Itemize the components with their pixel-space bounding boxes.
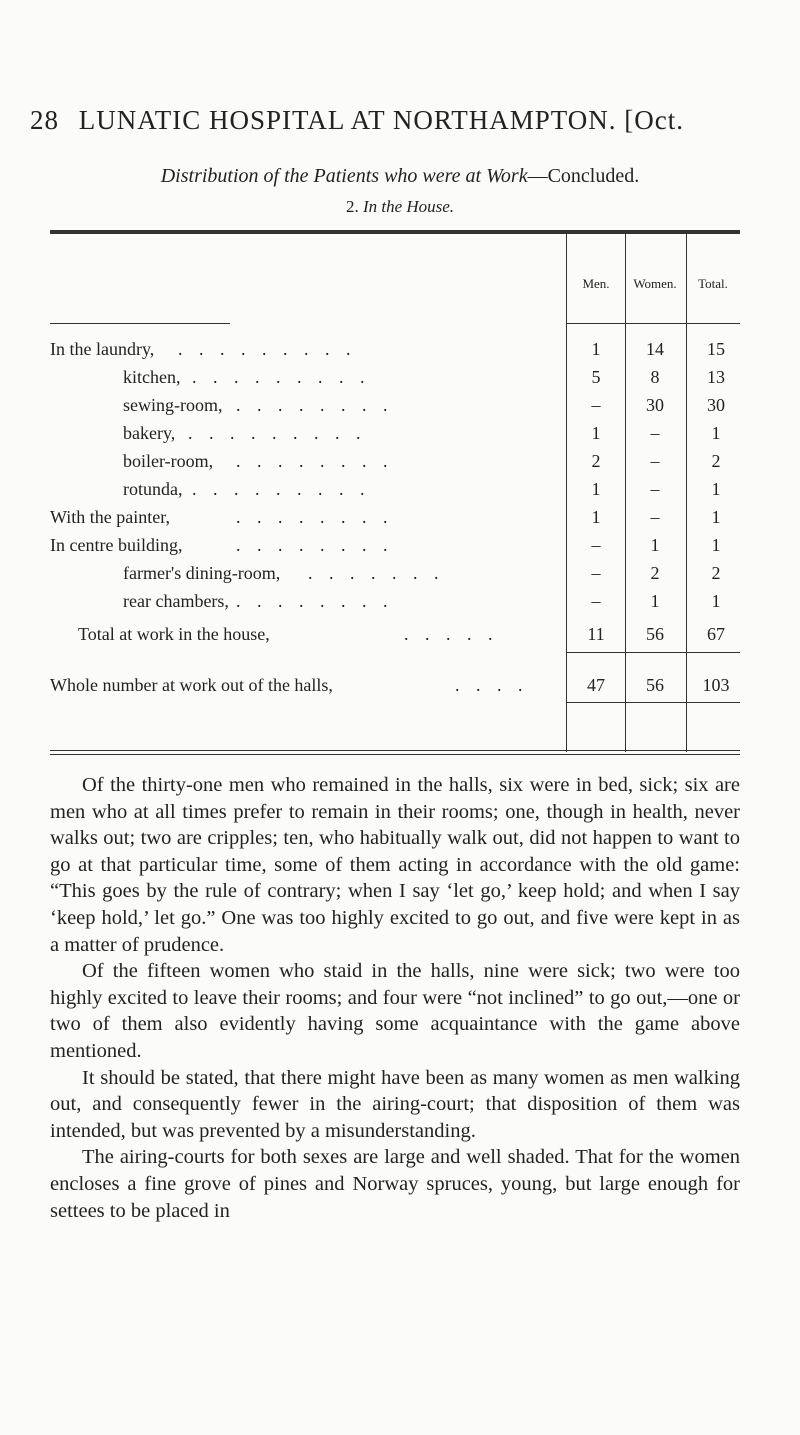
cell-men: 2: [591, 451, 601, 471]
running-month: [Oct.: [624, 105, 684, 135]
cell-women: 1: [650, 591, 660, 611]
cell-men: 11: [587, 624, 605, 644]
cell-men: –: [591, 563, 601, 583]
leader-dots: . . . . . . . .: [236, 451, 394, 471]
section-title: [0, 197, 800, 217]
header-rule-right: [566, 323, 740, 324]
whole-row-label: Whole number at work out of the halls,: [50, 675, 333, 695]
cell-total: 1: [711, 535, 721, 555]
cell-men: 1: [591, 479, 601, 499]
cell-total: 13: [707, 367, 725, 387]
table-top-rule: [50, 230, 740, 234]
cell-men: 1: [591, 507, 601, 527]
cell-men: –: [591, 591, 601, 611]
section-number: 2.: [345, 197, 359, 216]
table-row: [50, 507, 740, 535]
cell-women: –: [650, 507, 660, 527]
row-label: In the laundry,: [50, 339, 155, 359]
cell-men: 5: [591, 367, 601, 387]
leader-dots: . . . . .: [404, 624, 499, 644]
table-title: Distribution of the Patients who were at Work—Concluded.: [160, 165, 640, 187]
total-row-label: Total at work in the house,: [78, 624, 270, 644]
whole-row: [50, 675, 740, 703]
row-label: rear chambers,: [123, 591, 229, 611]
cell-total: 30: [707, 395, 725, 415]
leader-dots: . . . . . . . .: [236, 535, 394, 555]
cell-women: –: [650, 451, 660, 471]
cell-women: –: [650, 423, 660, 443]
column-header-men: Men.: [582, 276, 610, 291]
cell-total: 1: [711, 423, 721, 443]
table-row: [50, 535, 740, 563]
leader-dots: . . . . . . . . .: [188, 423, 367, 443]
cell-men: 47: [587, 675, 605, 695]
section-title-text: In the House.: [362, 197, 455, 216]
row-label: boiler-room,: [123, 451, 214, 471]
column-header-women: Women.: [633, 276, 677, 291]
row-label: farmer's dining-room,: [123, 563, 281, 583]
running-title: LUNATIC HOSPITAL AT NORTHAMPTON.: [78, 105, 617, 135]
page-header: [30, 105, 770, 136]
cell-men: 1: [591, 339, 601, 359]
cell-women: –: [650, 479, 660, 499]
cell-women: 1: [650, 535, 660, 555]
leader-dots: . . . . . . . .: [236, 591, 394, 611]
subtotal-rule: [566, 652, 740, 653]
table-row: [50, 395, 740, 423]
cell-women: 14: [646, 339, 664, 359]
table-row: [50, 563, 740, 591]
paragraph: The airing-courts for both sexes are large and well shaded. That for the women encloses a fine grove of pines and Norway spruces, young, but large enough for settees to be placed in: [50, 1146, 740, 1222]
leader-dots: . . . . . . . . .: [192, 479, 371, 499]
leader-dots: . . . .: [455, 675, 529, 695]
paragraph: Of the thirty-one men who remained in the halls, six were in bed, sick; six are men who at all times prefer to remain in their rooms; one, though in health, never walks out; two are cripples; ten, who habitually walk out, did not happen to want to go at that particular time, some of them acting in accordance with the old game: “This goes by the rule of contrary; when I say ‘let go,’ keep hold; and when I say ‘keep hold,’ let go.” One was too highly excited to go out, and five were kept in as a matter of prudence.: [50, 774, 740, 956]
cell-total: 2: [711, 563, 721, 583]
table-row: [50, 367, 740, 395]
table-row: [50, 423, 740, 451]
leader-dots: . . . . . . . .: [236, 395, 394, 415]
table-row: [50, 591, 740, 619]
body-text: [50, 772, 740, 1224]
cell-women: 8: [650, 367, 660, 387]
cell-total: 2: [711, 451, 721, 471]
cell-total: 1: [711, 591, 721, 611]
paragraph: Of the fifteen women who staid in the halls, nine were sick; two were too highly excited to leave their rooms; and four were “not inclined” to go out,—one or two of them also evidently having some acquaintance with the game above mentioned.: [50, 960, 740, 1062]
page-number: 28: [30, 105, 59, 135]
leader-dots: . . . . . . . . .: [178, 339, 357, 359]
row-label: With the painter,: [50, 507, 171, 527]
row-label: sewing-room,: [123, 395, 223, 415]
cell-total: 15: [707, 339, 725, 359]
cell-men: –: [591, 535, 601, 555]
cell-total: 1: [711, 479, 721, 499]
header-rule-left: [50, 323, 230, 324]
paragraph: It should be stated, that there might have been as many women as men walking out, and consequently fewer in the airing-court; that disposition of them was intended, but was prevented by a misunderstanding.: [50, 1066, 740, 1142]
total-row: [50, 624, 740, 652]
cell-women: 56: [646, 675, 664, 695]
cell-men: 1: [591, 423, 601, 443]
table-row: [50, 479, 740, 507]
table-bottom-rule-2: [50, 754, 740, 755]
cell-total: 1: [711, 507, 721, 527]
table-title-suffix: —Concluded.: [527, 165, 640, 187]
row-label: kitchen,: [123, 367, 181, 387]
leader-dots: . . . . . . .: [308, 563, 445, 583]
row-label: In centre building,: [50, 535, 183, 555]
cell-men: –: [591, 395, 601, 415]
table-bottom-rule: [50, 750, 740, 751]
column-header-total: Total.: [698, 276, 728, 291]
leader-dots: . . . . . . . . .: [192, 367, 371, 387]
table-row: [50, 451, 740, 479]
leader-dots: . . . . . . . .: [236, 507, 394, 527]
cell-total: 103: [702, 675, 730, 695]
table-row: [50, 339, 740, 367]
row-label: bakery,: [123, 423, 176, 443]
cell-women: 56: [646, 624, 664, 644]
row-label: rotunda,: [123, 479, 183, 499]
cell-women: 2: [650, 563, 660, 583]
cell-women: 30: [646, 395, 664, 415]
cell-total: 67: [707, 624, 725, 644]
